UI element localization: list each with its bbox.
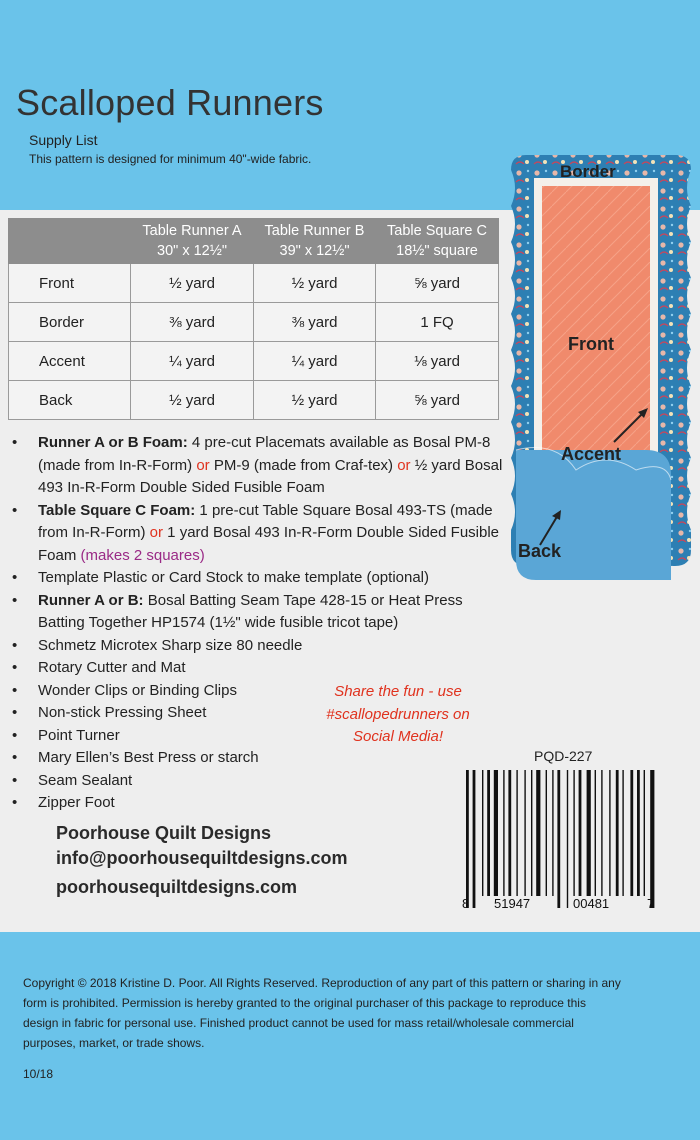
table-cell: ⅜ yard <box>254 303 376 342</box>
barcode-bar <box>601 770 602 896</box>
list-item: • Template Plastic or Card Stock to make template (optional) <box>12 569 430 586</box>
print-date: 10/18 <box>23 1067 54 1081</box>
product-sku: PQD-227 <box>534 748 593 764</box>
barcode-bar <box>552 770 553 896</box>
barcode-bar <box>644 770 645 896</box>
barcode <box>456 768 664 916</box>
table-cell: ¼ yard <box>131 342 254 381</box>
barcode-bar <box>466 770 469 908</box>
yardage-table <box>8 218 499 420</box>
barcode-bar <box>595 770 596 896</box>
list-item: • Rotary Cutter and Mat <box>12 659 186 676</box>
table-cell: ½ yard <box>254 264 376 303</box>
barcode-bar <box>622 770 623 896</box>
barcode-bar <box>587 770 591 896</box>
border-label: Border <box>560 162 616 181</box>
barcode-bar <box>616 770 619 896</box>
barcode-bar <box>516 770 517 896</box>
company-info <box>56 821 348 900</box>
barcode-bar <box>630 770 633 896</box>
barcode-bar <box>508 770 511 896</box>
barcode-bar <box>579 770 582 896</box>
list-item: • Point Turner <box>12 726 120 744</box>
barcode-bar <box>573 770 574 896</box>
table-cell: ⅝ yard <box>376 264 499 303</box>
table-cell: ½ yard <box>254 381 376 420</box>
table-cell: ¼ yard <box>254 342 376 381</box>
table-cell: ⅜ yard <box>131 303 254 342</box>
table-header-row <box>9 219 499 264</box>
runner-illustration <box>496 150 696 590</box>
barcode-bar <box>494 770 498 896</box>
table-cell: ⅛ yard <box>376 342 499 381</box>
list-item: • Mary Ellen’s Best Press or starch <box>12 749 259 766</box>
row-label: Border <box>9 303 131 342</box>
list-item: • Wonder Clips or Binding Clips <box>12 681 237 699</box>
list-item: • Schmetz Microtex Sharp size 80 needle <box>12 636 303 654</box>
row-label: Back <box>9 381 131 420</box>
table-corner-cell <box>9 219 131 264</box>
table-row <box>9 264 499 303</box>
barcode-bar <box>609 770 610 896</box>
table-row <box>9 381 499 420</box>
table-cell: ½ yard <box>131 264 254 303</box>
front-panel <box>542 186 650 470</box>
copyright-notice: Copyright © 2018 Kristine D. Poor. All Rights Reserved. Reproduction of any part of this pattern or sharing in any form is prohibited. Permission is hereby granted to the original purchaser of this package to reproduce this design in fabric for personal use. Finished product cannot be used for mass retail/wholesale commercial purposes, market, or trade shows. <box>23 976 621 1050</box>
column-header: Table Runner B 39" x 12½" <box>254 219 376 264</box>
fabric-width-note: This pattern is designed for minimum 40"-wide fabric. <box>29 152 312 166</box>
front-label: Front <box>568 334 614 354</box>
row-label: Accent <box>9 342 131 381</box>
table-row <box>9 342 499 381</box>
supply-list <box>8 432 508 815</box>
barcode-bar <box>482 770 483 896</box>
company-email[interactable]: info@poorhousequiltdesigns.com <box>56 848 348 868</box>
list-item: • Runner A or B: Bosal Batting Seam Tape 428-15 or Heat Press Batting Together HP1574 (1½" wide fusible tricot tape) <box>12 591 463 631</box>
table-row <box>9 303 499 342</box>
barcode-bar <box>487 770 490 896</box>
list-item: • Non-stick Pressing Sheet <box>12 704 207 721</box>
list-item: • Seam Sealant <box>12 771 133 789</box>
back-label: Back <box>518 541 562 561</box>
barcode-bar <box>473 770 476 908</box>
table-cell: ½ yard <box>131 381 254 420</box>
list-item: • Zipper Foot <box>12 794 115 811</box>
barcode-bar <box>567 770 568 908</box>
barcode-bar <box>524 770 525 896</box>
barcode-bar <box>650 770 654 908</box>
barcode-bar <box>503 770 504 896</box>
column-header: Table Runner A 30" x 12½" <box>131 219 254 264</box>
barcode-bar <box>557 770 560 908</box>
company-website[interactable]: poorhousequiltdesigns.com <box>56 877 298 897</box>
barcode-bar <box>531 770 532 896</box>
list-item: • Table Square C Foam: 1 pre-cut Table Square Bosal 493-TS (made from In-R-Form) or 1 yard Bosal 493 In-R-Form Double Sided Fusible Foam (makes 2 squares) <box>12 501 500 564</box>
row-label: Front <box>9 264 131 303</box>
page-subtitle: Supply List <box>29 132 98 148</box>
barcode-bar <box>637 770 640 896</box>
list-item: • Runner A or B Foam: 4 pre-cut Placemats available as Bosal PM-8 (made from In-R-Form) or PM-9 (made from Craf-tex) or ½ yard Bosal 493 In-R-Form Double Sided Fusible Foam <box>12 434 503 496</box>
social-share-note: Share the fun - use #scallopedrunners on Social Media! <box>326 683 470 745</box>
barcode-bar <box>536 770 540 896</box>
table-cell: ⅝ yard <box>376 381 499 420</box>
company-name: Poorhouse Quilt Designs <box>56 823 272 843</box>
page-title: Scalloped Runners <box>16 82 324 123</box>
barcode-bar <box>546 770 547 896</box>
table-cell: 1 FQ <box>376 303 499 342</box>
column-header: Table Square C 18½" square <box>376 219 499 264</box>
accent-label: Accent <box>561 444 622 464</box>
